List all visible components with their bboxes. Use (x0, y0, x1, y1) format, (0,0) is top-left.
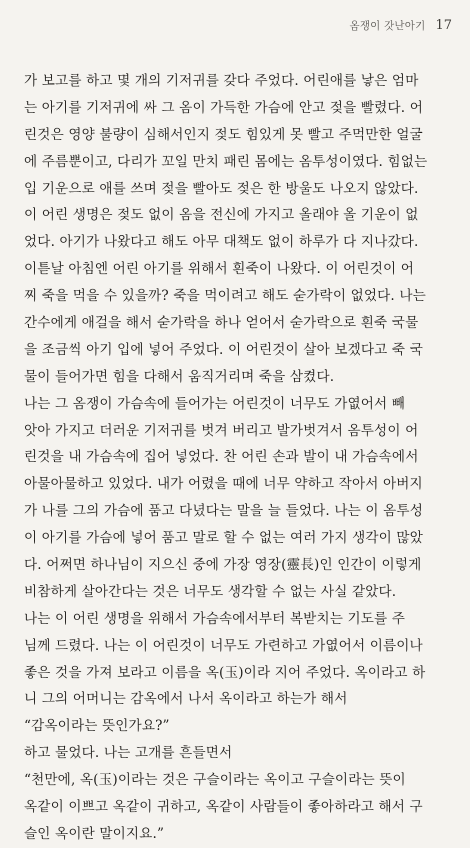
text-line: 이 어린 생명은 젖도 없이 옴을 전신에 가지고 올래야 올 기운이 없 (24, 207, 419, 224)
text-line: 니 그의 어머니는 감옥에서 나서 옥이라고 하는가 해서 (24, 691, 348, 708)
text-line: 나는 그 옴쟁이 가슴속에 들어가는 어린것이 너무도 가엾어서 빼 (24, 395, 406, 412)
running-title: 옴쟁이 갓난아기 (349, 20, 426, 32)
page-number: 17 (435, 18, 452, 33)
text-line: 이 아기를 가슴에 넣어 품고 말로 할 수 없는 여러 가지 생각이 많았 (24, 530, 423, 547)
page-header (350, 18, 453, 33)
text-line: 을 조금씩 아기 입에 넣어 주었다. 이 어린것이 살아 보겠다고 죽 국 (24, 341, 423, 358)
text-line: 앗아 가지고 더러운 기저귀를 벗겨 버리고 발가벗겨서 옴투성이 어 (24, 422, 419, 439)
text-line: 는 아기를 기저귀에 싸 그 옴이 가득한 가슴에 안고 젖을 빨렸다. 어 (24, 99, 423, 116)
text-line: 입 기운으로 애를 쓰며 젖을 빨아도 젖은 한 방울도 나오지 않았다. (24, 180, 419, 197)
text-line: 가 보고를 하고 몇 개의 기저귀를 갖다 주었다. 어린애를 낳은 엄마 (24, 73, 419, 89)
text-line: 비참하게 살아간다는 것은 너무도 생각할 수 없는 사실 같았다. (24, 583, 397, 600)
text-line: 하고 물었다. 나는 고개를 흔들면서 (24, 745, 233, 762)
body-text (24, 68, 452, 848)
text-line: 이튿날 아침엔 어린 아기를 위해서 흰죽이 나왔다. 이 어린것이 어 (24, 261, 415, 278)
text-line: 간수에게 애걸을 해서 숟가락을 하나 얻어서 숟가락으로 흰죽 국물 (24, 315, 419, 332)
text-line: 다. 어쩌면 하나님이 지으신 중에 가장 영장(靈長)인 인간이 이렇게 (24, 557, 422, 574)
text-line: 슬인 옥이란 말이지요.” (24, 825, 165, 842)
text-line: 린것은 영양 불량이 심해서인지 젖도 힘있게 못 빨고 주먹만한 얼굴 (24, 126, 423, 143)
text-line: 었다. 아기가 나왔다고 해도 아무 대책도 없이 하루가 다 지나갔다. (24, 234, 419, 251)
text-line: 가 나를 그의 가슴에 품고 다녔다는 말을 늘 들었다. 나는 이 옴투성 (24, 503, 423, 520)
text-line: 물이 들어가면 힘을 다해서 움직거리며 죽을 삼켰다. (24, 368, 335, 385)
text-line: 옥같이 이쁘고 옥같이 귀하고, 옥같이 사람들이 좋아하라고 해서 구 (24, 799, 423, 816)
text-line: 님께 드렸다. 나는 이 어린것이 너무도 가련하고 가엾어서 이름이나 (24, 637, 423, 654)
text-line: 아물아물하고 있었다. 내가 어렸을 때에 너무 약하고 작아서 아버지 (24, 476, 423, 493)
text-line: “천만에, 옥(玉)이라는 것은 구슬이라는 옥이고 구슬이라는 뜻이 (24, 772, 406, 789)
text-line: 린것을 내 가슴속에 집어 넣었다. 찬 어린 손과 발이 내 가슴속에서 (24, 449, 419, 466)
text-line: 좋은 것을 가져 보라고 이름을 옥(玉)이라 지어 주었다. 옥이라고 하 (24, 664, 426, 681)
text-line: “감옥이라는 뜻인가요?” (24, 718, 170, 735)
text-line: 찌 죽을 먹을 수 있을까? 죽을 먹이려고 해도 숟가락이 없었다. 나는 (24, 288, 426, 305)
text-line: 나는 이 어린 생명을 위해서 가슴속에서부터 복받치는 기도를 주 (24, 610, 406, 627)
text-line: 에 주름뿐이고, 다리가 꼬일 만치 패린 몸에는 옴투성이였다. 힘없는 (24, 153, 428, 170)
